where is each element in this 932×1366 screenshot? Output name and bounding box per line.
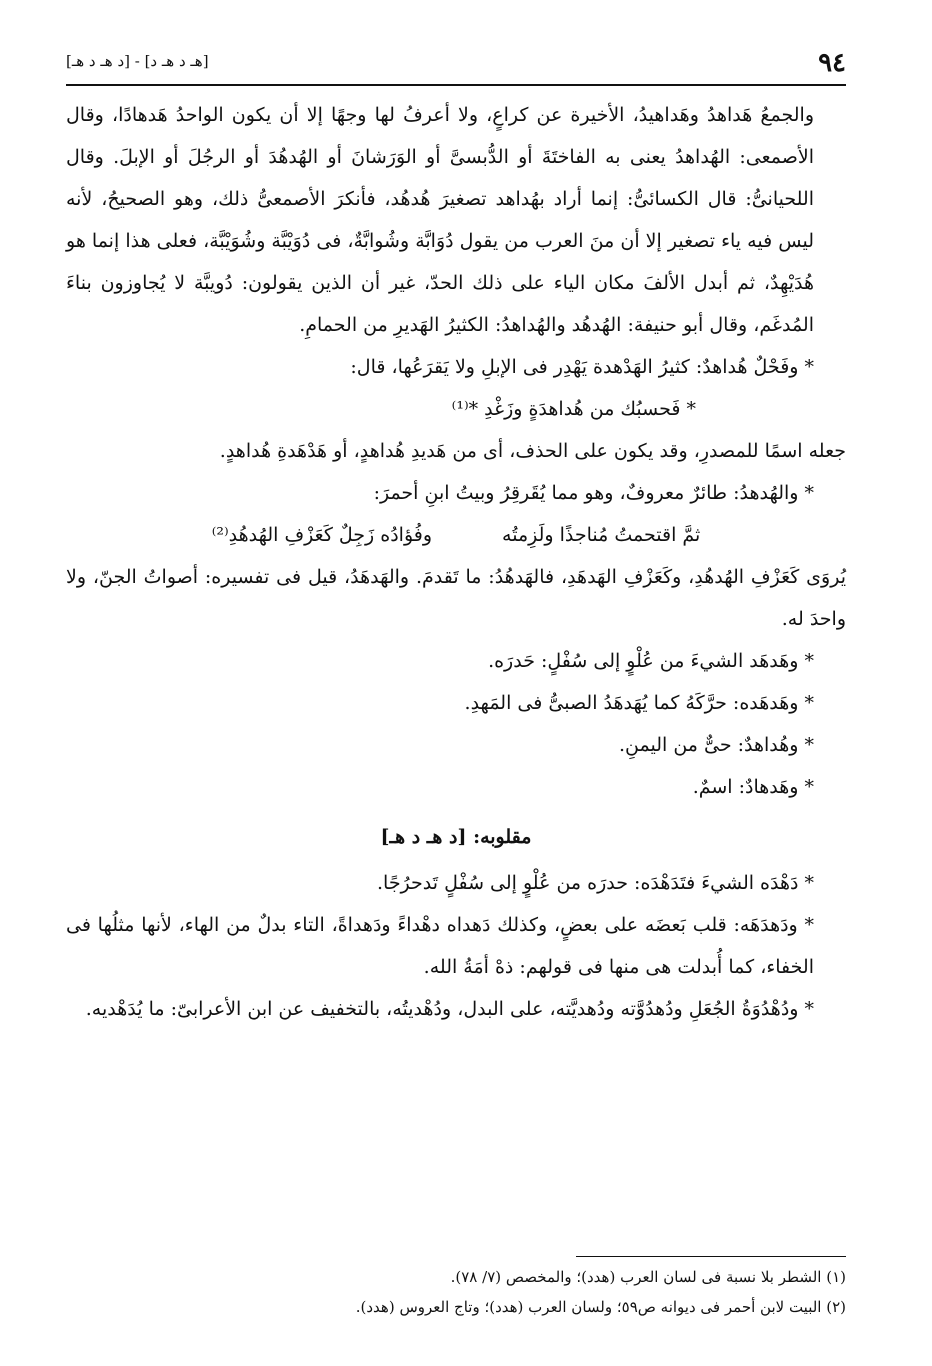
entry-hadhadah-harrakah: * وهَدهَده: حرَّكَهُ كما يُهَدهَدُ الصبىُّ فى المَهدِ. xyxy=(464,692,814,714)
footnote-1: (١) الشطر بلا نسبة فى لسان العرب (هدد)؛ والمخصص (٧/ ٧٨). xyxy=(450,1268,846,1286)
paragraph-plural: والجمعُ هَداهدُ وهَداهيدُ، الأخيرة عن كراعٍ، ولا أعرفُ لها وجهًا إلا أن يكون الواحدُ هَدهادًا، وقال الأصمعى: الهُداهدُ يعنى به الفاختَةَ أو الدُّبسىَّ أو الوَرَشانَ أو الهُدهُدَ أو الرجُلَ أو الإبلَ. وقال اللحيانىُّ: قال الكسائىُّ: إنما أراد بهُداهد تصغيرَ هُدهُد، فأنكرَ الأصمعىُّ ذلك، وهو الصحيحُ، لأنه ليس فيه ياء تصغير إلا أن منَ العرب من يقول دُوَابَّة وشُوابَّةٌ، فى دُوَيْبَّة وشُوَيْبَّة، فعلى هذا إنما هو هُدَيْهِدٌ، ثم أبدل الألفَ مكان الياء على ذلك الحدّ، غير أن الذين يقولون: دُويبَّة لا يُجاوزون بناءَ المُدغَم، وقال أبو حنيفة: الهُدهُد والهُداهدُ: الكثيرُ الهَديرِ من الحمامِ. xyxy=(66,104,814,336)
footnote-rule xyxy=(576,1256,846,1257)
entry-hudahid: * وهُداهدٌ: حىٌّ من اليمنِ. xyxy=(618,734,814,756)
verse-first-hemistich: ثمَّ اقتحمتُ مُناجذًا ولَزِمتُه xyxy=(502,524,701,546)
verse-couplet xyxy=(66,514,846,556)
running-head: [هـ د هـ د] - [د هـ د هـ] xyxy=(66,52,209,70)
header-rule xyxy=(66,84,846,86)
verse-second-hemistich: وفُؤادُه زَجِلٌ كَعَزْفِ الهُدهُدِ⁽²⁾ xyxy=(211,524,433,546)
entry-hadhad-ism: * وهَدهادٌ: اسمٌ. xyxy=(692,776,814,798)
verse-line-1: * فَحسبُك من هُداهدَةٍ وزَغْدِ *⁽¹⁾ xyxy=(451,398,696,420)
footnote-2: (٢) البيت لابن أحمر فى ديوانه ص٥٩؛ ولسان العرب (هدد)؛ وتاج العروس (هدد). xyxy=(355,1298,846,1316)
page-number: ٩٤ xyxy=(818,48,846,78)
entry-hudhud: * والهُدهدُ: طائرٌ معروفٌ، وهو مما يُقَرقِرُ وبيتُ ابنِ أحمرَ: xyxy=(373,482,814,504)
body-text xyxy=(66,94,846,1030)
entry-fahl: * وفَحْلٌ هُداهدٌ: كثيرُ الهَدْهدة يَهْدِر فى الإبلِ ولا يَقرَعُها، قال: xyxy=(350,356,814,378)
section-heading-maqlub: مقلوبه: [د هـ د هـ] xyxy=(380,826,532,848)
dictionary-page xyxy=(66,40,846,1330)
footnotes xyxy=(66,1262,846,1322)
entry-dahdah: * دَهْدَه الشيءَ فتَدَهْدَه: حدرَه من عُلْوٍ إلى سُفْلٍ تَدحرُجًا. xyxy=(376,872,814,894)
paragraph-dahdawa: * ودُهْدُوَةُ الجُعَلِ ودُهدُوَّته ودُهديَّته، على البدل، ودُهْديتُه، بالتخفيف عن ابن الأعرابىّ: ما يُدَهْديه. xyxy=(85,998,814,1020)
paragraph-wadahdaha: * ودَهدَهَه: قلب بَعضَه على بعضٍ، وكذلك دَهداه دهْداءً ودَهداةً، التاء بدلٌ من الهاء، لأنها مثلُها فى الخفاء، كما أُبدلت هى منها فى قولهم: ذهْ أمَةُ الله. xyxy=(66,914,814,978)
paragraph-yurwa: يُروَى كَعَزْفِ الهُدهُدِ، وكَعَزْفِ الهَدهَدِ، فالهَدهُدُ: ما تَقدمَ. والهَدهَدُ، قيل فى تفسيره: أصواتُ الجنّ، ولا واحدَ له. xyxy=(66,566,846,630)
page-header xyxy=(66,48,846,78)
entry-hadhad-hadarah: * وهَدهَد الشيءَ من عُلْوٍ إلى سُفْلٍ: حَدرَه. xyxy=(488,650,814,672)
paragraph-masdar: جعله اسمًا للمصدرِ، وقد يكون على الحذف، أى من هَديدِ هُداهدٍ، أو هَدْهَدةِ هُداهدٍ. xyxy=(219,440,846,462)
